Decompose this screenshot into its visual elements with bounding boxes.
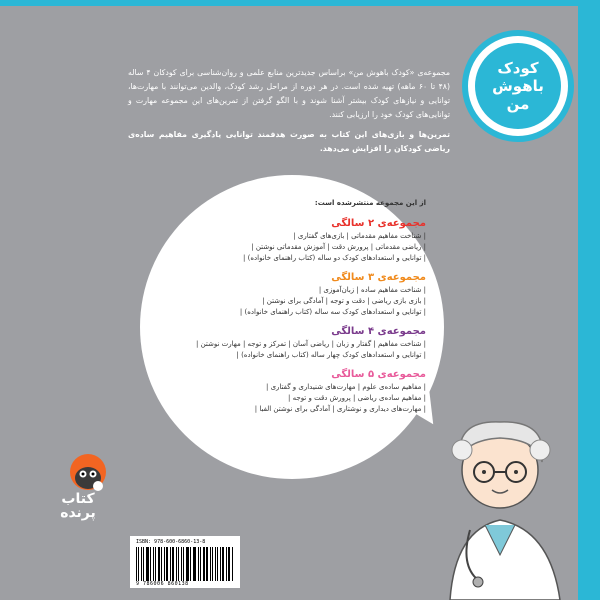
series-logo bbox=[462, 30, 574, 142]
barcode-digits: 9 786006 860138 bbox=[136, 581, 189, 587]
barcode-bar bbox=[158, 547, 160, 581]
logo-line-3: من bbox=[506, 95, 530, 113]
barcode-bar bbox=[164, 547, 165, 581]
barcode-bar bbox=[183, 547, 184, 581]
barcode-bar bbox=[203, 547, 205, 581]
series-set-line: | ریاضی مقدماتی | پرورش دقت | آموزش مقدماتی نوشتن | bbox=[251, 243, 426, 251]
series-set-title: مجموعه‌ی ۴ سالگی bbox=[331, 326, 426, 337]
barcode-bar bbox=[215, 547, 217, 581]
barcode-bar bbox=[153, 547, 154, 581]
barcode-bar bbox=[150, 547, 151, 581]
series-set bbox=[170, 271, 426, 318]
series-list bbox=[170, 198, 426, 422]
barcode-bar bbox=[138, 547, 139, 581]
series-set-title: مجموعه‌ی ۵ سالگی bbox=[331, 369, 426, 380]
series-sets bbox=[170, 217, 426, 415]
barcode-bar bbox=[226, 547, 227, 581]
publisher-logo bbox=[58, 492, 98, 520]
barcode-bar bbox=[176, 547, 177, 581]
barcode-bar bbox=[200, 547, 201, 581]
logo-line-1: کودک bbox=[497, 59, 539, 77]
series-set-line: | مهارت‌های دیداری و نوشتاری | آمادگی برای نوشتن الفبا | bbox=[254, 405, 426, 413]
series-set bbox=[170, 325, 426, 361]
barcode-bar bbox=[220, 547, 221, 581]
barcode-bar bbox=[232, 547, 233, 581]
barcode-bar bbox=[178, 547, 179, 581]
barcode-bar bbox=[212, 547, 213, 581]
barcode-bar bbox=[143, 547, 144, 581]
series-set bbox=[170, 368, 426, 415]
barcode-bar bbox=[193, 547, 194, 581]
barcode-bar bbox=[141, 547, 143, 581]
series-set-line: | شناخت مفاهیم ساده | زبان‌آموزی | bbox=[318, 286, 426, 294]
intro-text bbox=[128, 66, 450, 162]
barcode-bar bbox=[161, 547, 162, 581]
barcode-bar bbox=[172, 547, 174, 581]
series-set-line: | شناخت مفاهیم مقدماتی | بازی‌های گفتاری | bbox=[293, 232, 426, 240]
barcode-bar bbox=[210, 547, 211, 581]
barcode-bar bbox=[181, 547, 183, 581]
intro-paragraph-1: مجموعه‌ی «کودک باهوش من» براساس جدیدترین منابع علمی و روان‌شناسی برای کودکان ۴ ساله (۴۸ تا ۶۰ ماهه) تهیه شده است. در هر دوره از مراحل رشد کودک، والدین می‌توانند با مهارت‌ها، توانایی و نیازهای کودک بیشتر آشنا شوند و با الگو گرفتن از تمرین‌های این مجموعه مهارت و توانایی‌های کودک خود را ارزیابی کنند. bbox=[128, 68, 451, 119]
barcode-bars bbox=[136, 547, 234, 581]
series-set-title: مجموعه‌ی ۲ سالگی bbox=[331, 218, 426, 229]
barcode-bar bbox=[186, 547, 189, 581]
barcode-bar bbox=[136, 547, 137, 581]
isbn-text: ISBN: 978-600-6860-13-8 bbox=[136, 539, 206, 545]
series-set-line: | مفاهیم ساده‌ی علوم | مهارت‌های شنیداری و گفتاری | bbox=[265, 383, 426, 391]
barcode-bar bbox=[228, 547, 231, 581]
barcode-bar bbox=[206, 547, 209, 581]
barcode-bar bbox=[190, 547, 191, 581]
series-set-title: مجموعه‌ی ۳ سالگی bbox=[331, 272, 426, 283]
series-set-line: | توانایی و استعدادهای کودک چهار ساله (کتاب راهنمای خانواده) | bbox=[236, 351, 426, 359]
barcode-bar bbox=[194, 547, 196, 581]
barcode-bar bbox=[217, 547, 218, 581]
doctor-character-icon bbox=[400, 380, 600, 600]
series-set bbox=[170, 217, 426, 264]
series-set-line: | توانایی و استعدادهای کودک سه ساله (کتاب راهنمای خانواده) | bbox=[239, 308, 426, 316]
barcode-bar bbox=[155, 547, 157, 581]
series-set-line: | شناخت مفاهیم | گفتار و زبان | ریاضی آسان | تمرکز و توجه | مهارت نوشتن | bbox=[195, 340, 426, 348]
series-list-heading: از این مجموعه منتشرشده است: bbox=[314, 199, 426, 207]
publisher-name-line-1: کتاب bbox=[61, 491, 95, 507]
top-border bbox=[0, 0, 600, 6]
barcode-bar bbox=[170, 547, 171, 581]
barcode-bar bbox=[222, 547, 224, 581]
barcode-bar bbox=[166, 547, 169, 581]
series-set-line: | توانایی و استعدادهای کودک دو ساله (کتاب راهنمای خانواده) | bbox=[243, 254, 426, 262]
barcode-bar bbox=[198, 547, 199, 581]
intro-paragraph-2: تمرین‌ها و بازی‌های این کتاب به صورت هدفمند توانایی یادگیری مفاهیم ساده‌ی ریاضی کودکان را افزایش می‌دهد. bbox=[128, 130, 450, 153]
logo-line-2: باهوش bbox=[492, 77, 544, 95]
series-set-line: | مفاهیم ساده‌ی ریاضی | پرورش دقت و توجه | bbox=[288, 394, 426, 402]
barcode-bar bbox=[146, 547, 149, 581]
publisher-name-line-2: پرنده bbox=[60, 505, 96, 521]
barcode bbox=[130, 536, 240, 588]
series-set-line: | بازی بازی ریاضی | دقت و توجه | آمادگی برای نوشتن | bbox=[262, 297, 426, 305]
